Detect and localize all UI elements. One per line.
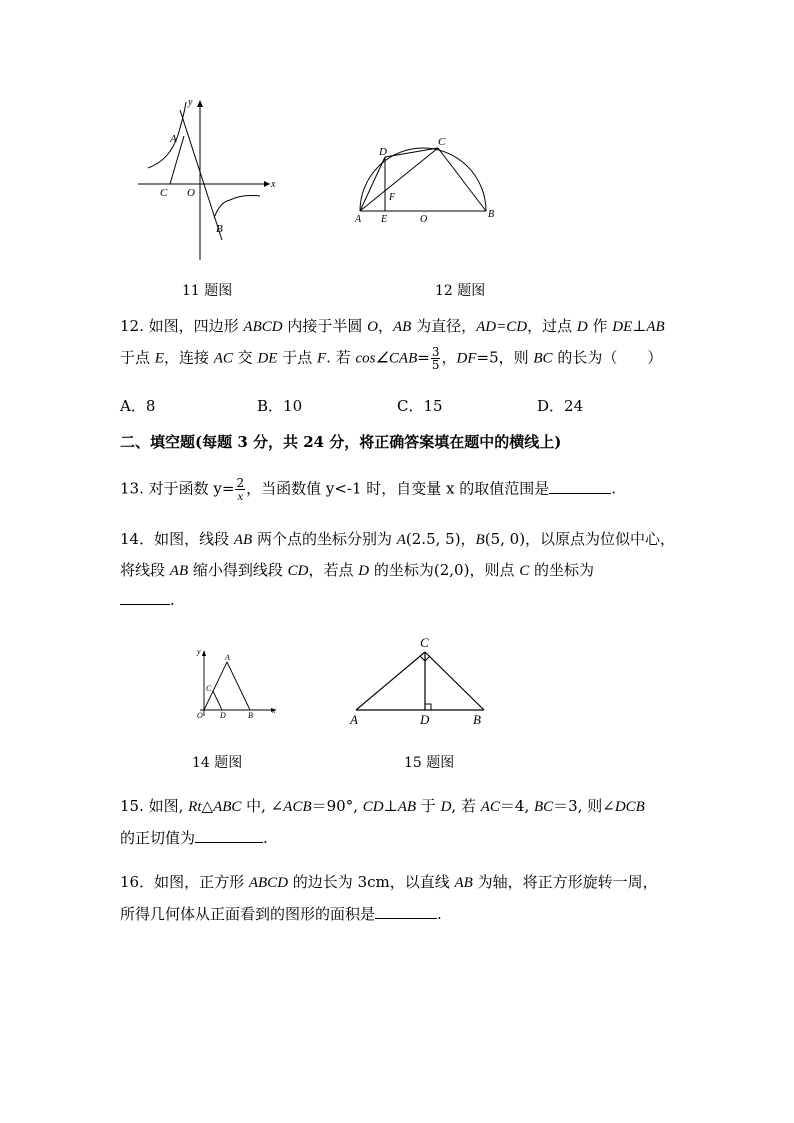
q16-line1: 16．如图，正方形 ABCD 的边长为 3cm，以直线 AB 为轴，将正方形旋转一周，	[120, 873, 658, 891]
x-axis-arrow	[264, 181, 270, 187]
section-heading: 二、填空题(每题 3 分，共 24 分，将正确答案填在题中的横线上)	[120, 433, 562, 451]
q14-line2: 将线段 AB 缩小得到线段 CD，若点 D 的坐标为(2,0)，则点 C 的坐标为	[120, 561, 595, 579]
q12-line1: 12. 如图，四边形 ABCD 内接于半圆 O，AB 为直径，AD=CD，过点 D 作 DE⊥AB	[120, 317, 665, 335]
segment-ac	[360, 148, 438, 211]
figure-11	[130, 90, 290, 270]
label-a: A	[225, 653, 230, 662]
label-o: O	[187, 187, 195, 199]
label-c: C	[160, 187, 168, 199]
caption-fig12: 12 题图	[435, 283, 486, 299]
label-b: B	[216, 223, 223, 235]
answer-blank-16[interactable]	[375, 904, 437, 919]
q15-line1: 15. 如图, Rt△ABC 中, ∠ACB＝90°, CD⊥AB 于 D, 若 AC＝4, BC＝3, 则∠DCB	[120, 797, 645, 815]
q13-line: 13. 对于函数 y= $\frac{2}{x}$ ，当函数值 y<-1 时，自变量 x 的取值范围是 .	[120, 476, 617, 503]
answer-blank-15[interactable]	[195, 828, 263, 843]
label-a: A	[350, 712, 358, 727]
right-angle-mark-d	[425, 704, 431, 710]
label-c: C	[206, 684, 212, 693]
segment-ad	[360, 157, 385, 211]
label-b: B	[473, 712, 481, 727]
q14-line1: 14．如图，线段 AB 两个点的坐标分别为 A(2.5, 5)，B(5, 0)，以原点为位似中心，	[120, 530, 676, 548]
label-f: F	[389, 192, 396, 203]
label-b: B	[248, 711, 253, 720]
label-o: O	[420, 214, 428, 225]
segment-cb	[438, 148, 486, 211]
label-b: B	[488, 209, 495, 220]
label-d: D	[379, 146, 387, 158]
label-a: A	[170, 133, 177, 145]
caption-fig14: 14 题图	[192, 755, 243, 771]
y-axis-arrow	[202, 650, 206, 656]
segment-cb	[425, 652, 484, 710]
hyperbola-branch-lower	[214, 196, 260, 219]
q14-line3: .	[120, 590, 175, 610]
label-e: E	[381, 214, 388, 225]
q16-line2: 所得几何体从正面看到的图形的面积是 .	[120, 905, 442, 923]
figure-15	[346, 632, 496, 727]
segment-ac	[356, 652, 425, 710]
line-ab	[180, 110, 222, 240]
caption-fig15: 15 题图	[404, 755, 455, 771]
label-o: O	[197, 711, 203, 720]
label-y: y	[188, 97, 193, 108]
label-c: C	[420, 635, 429, 650]
label-a: A	[355, 214, 362, 225]
y-axis-arrow	[197, 100, 203, 107]
fraction-3-5: $\frac{3}{5}$	[431, 345, 440, 372]
answer-blank-13[interactable]	[549, 479, 611, 494]
label-d: D	[420, 712, 430, 727]
label-d: D	[220, 711, 226, 720]
figure-12	[345, 132, 505, 230]
caption-fig11: 11 题图	[182, 283, 233, 299]
segment-ab	[227, 662, 250, 710]
label-y: y	[197, 647, 201, 656]
label-c: C	[438, 136, 446, 148]
label-x: x	[272, 706, 276, 715]
label-x: x	[271, 179, 276, 190]
option-c[interactable]: C．15	[397, 397, 443, 415]
figure-14	[192, 646, 282, 722]
q12-line2: 于点 E，连接 AC 交 DE 于点 F. 若 cos∠CAB= $\frac{3}{5}$ ，DF=5，则 BC 的长为（ ）	[120, 345, 663, 372]
fraction-2-x: $\frac{2}{x}$	[236, 476, 245, 503]
q15-line2: 的正切值为 .	[120, 829, 268, 847]
segment-cd	[213, 691, 222, 710]
answer-blank-14[interactable]	[120, 590, 170, 605]
option-a[interactable]: A．8	[120, 397, 156, 415]
option-b[interactable]: B．10	[257, 397, 303, 415]
option-d[interactable]: D．24	[537, 397, 584, 415]
